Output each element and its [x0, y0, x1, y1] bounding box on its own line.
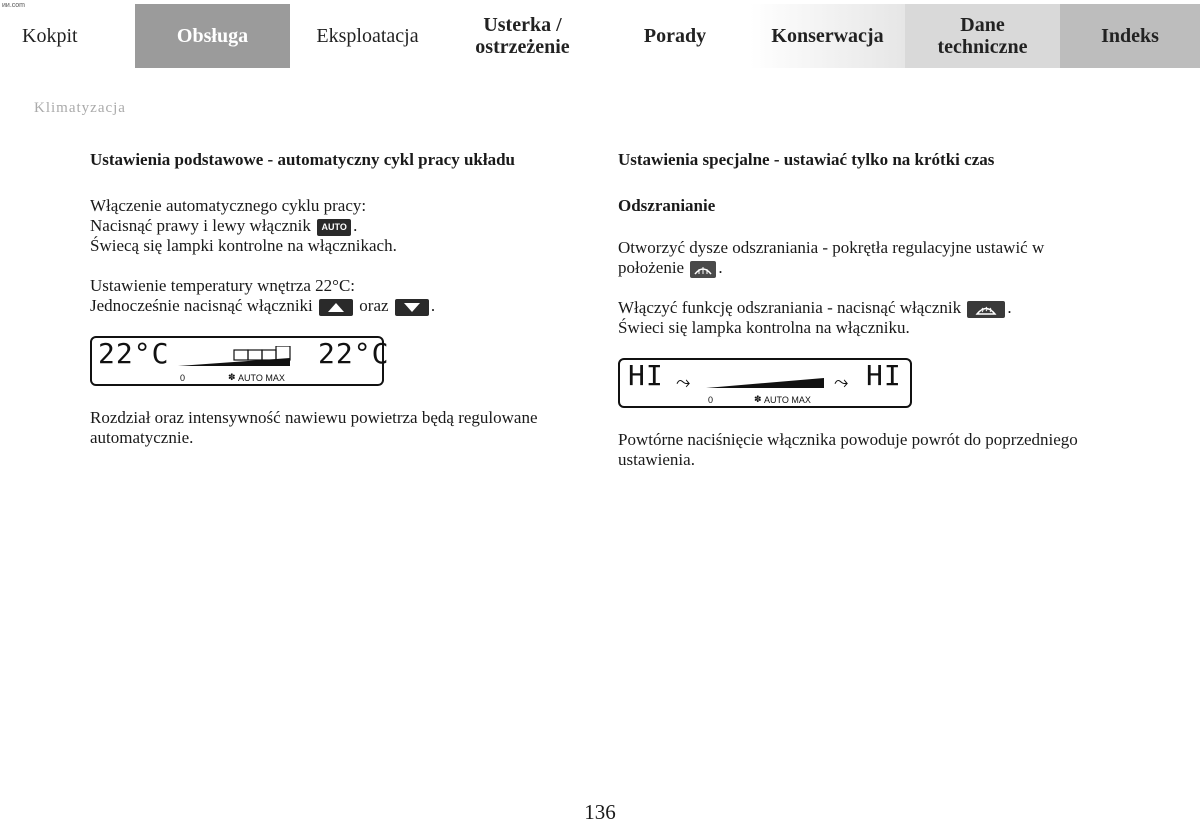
fan-icon: ✽	[754, 394, 762, 404]
defrost-vent-icon	[690, 261, 716, 278]
auto-line-3: Świecą się lampki kontrolne na włącznikach.	[90, 236, 397, 255]
seat-airflow-icon: ⤳	[676, 372, 691, 392]
scale-zero: 0	[708, 395, 714, 405]
temperature-line-2: Jednocześnie nacisnąć włączniki	[90, 296, 313, 315]
defrost-button-icon	[967, 301, 1005, 318]
section-label: Klimatyzacja	[34, 100, 126, 116]
tab-obsluga[interactable]: Obsługa	[135, 4, 290, 68]
tab-konserwacja[interactable]: Konserwacja	[750, 4, 905, 68]
tab-eksploatacja[interactable]: Eksploatacja	[316, 25, 419, 47]
site-watermark: ии.com	[2, 2, 25, 9]
scale-auto-max: AUTO MAX	[764, 395, 811, 405]
defrost-line-2: Świeci się lampka kontrolna na włączniku.	[618, 318, 910, 337]
arrow-down-button-icon	[395, 299, 429, 316]
page-number: 136	[584, 800, 616, 824]
seat-airflow-icon: ⤳	[834, 372, 849, 392]
tab-usterka[interactable]: Usterka / ostrzeżenie	[475, 14, 570, 58]
climate-display-defrost	[618, 358, 912, 408]
temperature-paragraph: Ustawienie temperatury wnętrza 22°C: Jednocześnie nacisnąć włączniki oraz .	[90, 276, 436, 315]
auto-line-2: Nacisnąć prawy i lewy włącznik	[90, 216, 311, 235]
temperature-line-1: Ustawienie temperatury wnętrza 22°C:	[90, 276, 356, 295]
left-column	[90, 150, 565, 468]
tab-dane-techniczne[interactable]: Dane techniczne	[905, 4, 1060, 68]
arrow-up-button-icon	[319, 299, 353, 316]
auto-paragraph: Włączenie automatycznego cyklu pracy: Nacisnąć prawy i lewy włącznik AUTO . Świecą się lampki kontrolne na włącznikach.	[90, 196, 397, 255]
tab-porady[interactable]: Porady	[643, 25, 707, 47]
auto-button-icon: AUTO	[317, 219, 351, 236]
chapter-tab-bar	[0, 4, 1200, 68]
defrost-paragraph: Włączyć funkcję odszraniania - nacisnąć włącznik . Świeci się lampka kontrolna na włączniku.	[618, 298, 1012, 337]
display-left-hi: HI	[628, 359, 664, 392]
tab-kokpit[interactable]: Kokpit	[22, 25, 78, 47]
display-right-temperature: 22°C	[318, 337, 390, 370]
climate-display-auto	[90, 336, 390, 386]
scale-auto-max: AUTO MAX	[238, 373, 285, 383]
defrost-subheading: Odszranianie	[618, 196, 716, 215]
vent-paragraph: Otworzyć dysze odszraniania - pokrętła regulacyjne ustawić w położenie .	[618, 238, 1045, 277]
display-right-hi: HI	[866, 359, 902, 392]
and-word: oraz	[359, 296, 389, 315]
repeat-paragraph: Powtórne naciśnięcie włącznika powoduje powrót do poprzedniego ustawienia.	[618, 430, 1078, 469]
defrost-line-1: Włączyć funkcję odszraniania - nacisnąć włącznik	[618, 298, 962, 317]
tab-indeks[interactable]: Indeks	[1060, 4, 1200, 68]
scale-zero: 0	[180, 373, 186, 383]
auto-line-1: Włączenie automatycznego cyklu pracy:	[90, 196, 367, 215]
fan-icon: ✽	[228, 372, 236, 382]
left-heading: Ustawienia podstawowe - automatyczny cykl pracy układu	[90, 150, 516, 169]
right-heading: Ustawienia specjalne - ustawiać tylko na krótki czas	[618, 150, 995, 169]
distribution-paragraph: Rozdział oraz intensywność nawiewu powietrza będą regulowane automatycznie.	[90, 408, 538, 447]
right-column	[618, 150, 1108, 490]
display-left-temperature: 22°C	[98, 337, 170, 370]
vent-text: Otworzyć dysze odszraniania - pokrętła regulacyjne ustawić w położenie	[618, 238, 1045, 277]
